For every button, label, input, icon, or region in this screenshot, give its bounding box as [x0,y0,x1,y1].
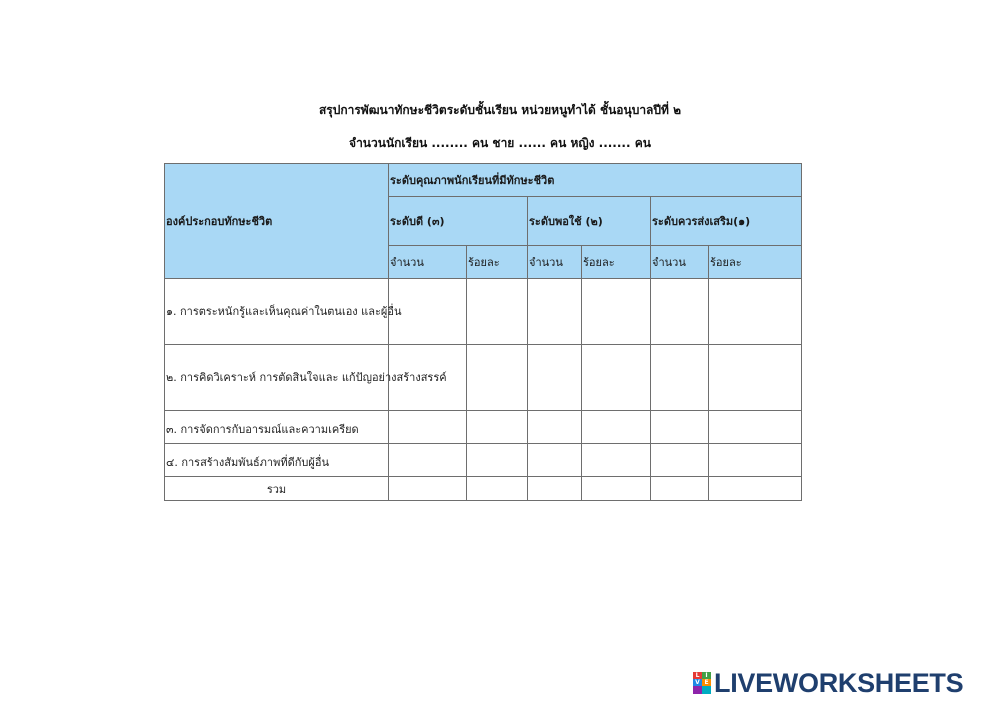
logo-letter-i: I [702,672,711,679]
liveworksheets-logo[interactable] [693,668,993,698]
answer-cell[interactable] [582,345,651,411]
answer-cell[interactable] [582,477,651,501]
quality-header-cell: ระดับคุณภาพนักเรียนที่มีทักษะชีวิต [389,164,802,197]
improve-percent-header: ร้อยละ [709,246,802,279]
row-label: ๑. การตระหนักรู้และเห็นคุณค่าในตนเอง และผู้อื่น [165,279,389,345]
answer-cell[interactable] [582,444,651,477]
life-skills-summary-table [164,163,802,501]
answer-cell[interactable] [528,345,582,411]
table-row [165,279,802,345]
answer-cell[interactable] [582,411,651,444]
answer-cell[interactable] [651,444,709,477]
logo-letter-v: V [693,679,702,686]
answer-cell[interactable] [709,444,802,477]
logo-block [693,686,702,694]
row-label: ๒. การคิดวิเคราะห์ การตัดสินใจและ แก้ปัญอย่างสร้างสรรค์ [165,345,389,411]
row-label: ๔. การสร้างสัมพันธ์ภาพที่ดีกับผู้อื่น [165,444,389,477]
answer-cell[interactable] [709,477,802,501]
answer-cell[interactable] [467,477,528,501]
answer-cell[interactable] [389,444,467,477]
answer-cell[interactable] [582,279,651,345]
answer-cell[interactable] [467,444,528,477]
level-good-header: ระดับดี (๓) [389,197,528,246]
total-row [165,477,802,501]
answer-cell[interactable] [709,345,802,411]
fair-count-header: จำนวน [528,246,582,279]
level-improve-header: ระดับควรส่งเสริม(๑) [651,197,802,246]
answer-cell[interactable] [651,477,709,501]
good-percent-header: ร้อยละ [467,246,528,279]
row-label: ๓. การจัดการกับอารมณ์และความเครียด [165,411,389,444]
table-row [165,345,802,411]
table-row [165,444,802,477]
total-label: รวม [165,477,389,501]
answer-cell[interactable] [651,411,709,444]
logo-letter-l: L [693,672,702,679]
answer-cell[interactable] [528,477,582,501]
answer-cell[interactable] [389,477,467,501]
answer-cell[interactable] [528,444,582,477]
answer-cell[interactable] [709,279,802,345]
level-fair-header: ระดับพอใช้ (๒) [528,197,651,246]
logo-wordmark: LIVEWORKSHEETS [714,667,964,698]
fair-percent-header: ร้อยละ [582,246,651,279]
logo-block [702,686,711,694]
answer-cell[interactable] [709,411,802,444]
answer-cell[interactable] [528,279,582,345]
answer-cell[interactable] [467,411,528,444]
answer-cell[interactable] [651,345,709,411]
answer-cell[interactable] [651,279,709,345]
answer-cell[interactable] [528,411,582,444]
answer-cell[interactable] [389,411,467,444]
component-header-cell: องค์ประกอบทักษะชีวิต [165,164,389,279]
logo-letter-e: E [702,679,711,686]
answer-cell[interactable] [467,279,528,345]
table-row [165,411,802,444]
improve-count-header: จำนวน [651,246,709,279]
live-blocks-icon [693,672,711,694]
document-title: สรุปการพัฒนาทักษะชีวิตระดับชั้นเรียน หน่วยหนูทำได้ ชั้นอนุบาลปีที่ ๒ [318,103,682,117]
answer-cell[interactable] [467,345,528,411]
header-row-1 [165,164,802,197]
student-count-line: จำนวนนักเรียน ........ คน ชาย ...... คน หญิง ....... คน [349,136,651,150]
good-count-header: จำนวน [389,246,467,279]
